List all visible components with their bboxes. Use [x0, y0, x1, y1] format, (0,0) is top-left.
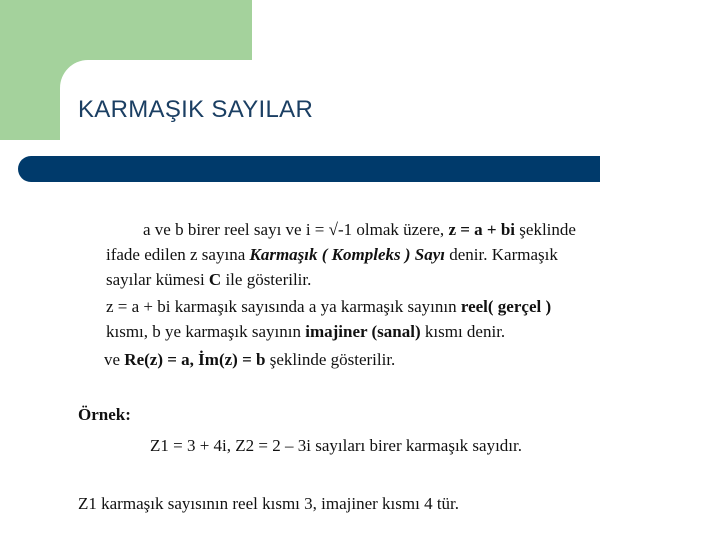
body-text: sayılar kümesi — [106, 270, 209, 289]
body-bold: reel( gerçel ) — [460, 297, 552, 316]
body-line-4 — [106, 297, 551, 317]
body-text: a ve b birer reel sayı ve i = √-1 olmak üzere, — [143, 220, 449, 239]
body-bold: imajiner (sanal) — [305, 322, 421, 341]
body-bold: z = a + bi — [448, 220, 516, 239]
example-line-2: Z1 karmaşık sayısının reel kısmı 3, imajiner kısmı 4 tür. — [78, 494, 460, 513]
example-label — [78, 405, 131, 425]
body-bold-italic: Karmaşık ( Kompleks ) Sayı — [249, 245, 446, 264]
body-text: ve — [104, 350, 125, 369]
example-label-text: Örnek: — [78, 405, 131, 424]
body-line-6 — [104, 350, 395, 370]
body-text: kısmı denir. — [420, 322, 506, 341]
example-line-1: Z1 = 3 + 4i, Z2 = 2 – 3i sayıları birer karmaşık sayıdır. — [150, 436, 522, 455]
body-line-3 — [106, 270, 311, 290]
body-line-5 — [106, 322, 505, 342]
slide-title: KARMAŞIK SAYILAR — [78, 96, 314, 123]
body-text: kısmı, b ye karmaşık sayının — [106, 322, 306, 341]
body-text: z = a + bi karmaşık sayısında a ya karmaşık sayının — [106, 297, 461, 316]
body-text: şeklinde — [515, 220, 576, 239]
body-text: şeklinde gösterilir. — [265, 350, 396, 369]
body-bold: C — [208, 270, 222, 289]
body-bold: Re(z) = a, İm(z) = b — [124, 350, 266, 369]
body-line-2 — [106, 245, 558, 265]
body-text: ifade edilen z sayına — [106, 245, 250, 264]
title-underline-bar — [18, 156, 600, 182]
body-text: denir. Karmaşık — [445, 245, 558, 264]
body-text: ile gösterilir. — [221, 270, 312, 289]
body-line-1 — [143, 220, 576, 240]
